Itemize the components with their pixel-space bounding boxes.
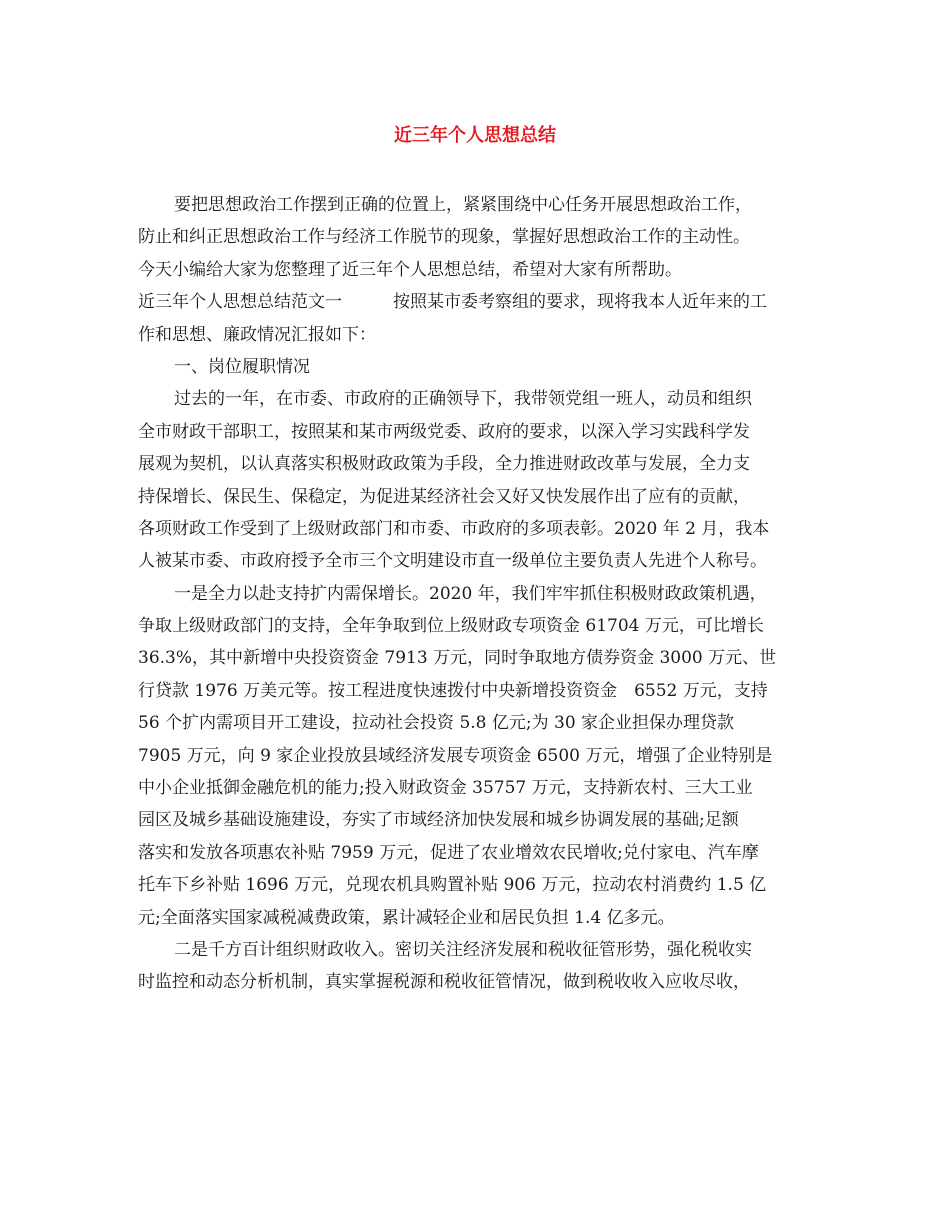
text-line: 中小企业抵御金融危机的能力;投入财政资金 35757 万元，支持新农村、三大工业 [138, 778, 753, 799]
text-line: 时监控和动态分析机制，真实掌握税源和税收征管情况，做到税收收入应收尽收， [138, 972, 750, 993]
text-line: 要把思想政治工作摆到正确的位置上，紧紧围绕中心任务开展思想政治工作， [174, 195, 752, 215]
document-title: 近三年个人思想总结 [394, 125, 556, 146]
text-line: 人被某市委、市政府授予全市三个文明建设市直一级单位主要负责人先进个人称号。 [138, 551, 767, 572]
text-line: 36.3%，其中新增中央投资资金 7913 万元，同时争取地方债券资金 3000 万元、世 [138, 648, 777, 669]
text-line: 一、岗位履职情况 [174, 356, 310, 377]
text-line: 二是千方百计组织财政收入。密切关注经济发展和税收征管形势，强化税收实 [174, 939, 752, 960]
text-line: 作和思想、廉政情况汇报如下： [138, 324, 376, 345]
text-line: 园区及城乡基础设施建设，夯实了市域经济加快发展和城乡协调发展的基础;足额 [138, 810, 739, 831]
text-line: 7905 万元，向 9 家企业投放县域经济发展专项资金 6500 万元，增强了企业特别是 [138, 745, 773, 766]
text-line: 持保增长、保民生、保稳定，为促进某经济社会又好又快发展作出了应有的贡献， [138, 486, 750, 507]
text-line: 56 个扩内需项目开工建设，拉动社会投资 5.8 亿元;为 30 家企业担保办理贷款 [138, 713, 735, 734]
text-line: 近三年个人思想总结范文一 按照某市委考察组的要求，现将我本人近年来的工 [138, 292, 767, 313]
document-body [138, 189, 824, 999]
text-line: 展观为契机，以认真落实积极财政政策为手段，全力推进财政改革与发展，全力支 [138, 454, 750, 475]
text-line: 一是全力以赴支持扩内需保增长。2020 年，我们牢牢抓住积极财政政策机遇， [174, 583, 767, 604]
text-line: 行贷款 1976 万美元等。按工程进度快速拨付中央新增投资资金 6552 万元，支持 [138, 680, 768, 701]
text-line: 全市财政干部职工，按照某和某市两级党委、政府的要求，以深入学习实践科学发 [138, 421, 750, 442]
text-line: 过去的一年，在市委、市政府的正确领导下，我带领党组一班人，动员和组织 [174, 389, 752, 410]
text-line: 元;全面落实国家减税减费政策，累计减轻企业和居民负担 1.4 亿多元。 [138, 907, 675, 928]
text-line: 各项财政工作受到了上级财政部门和市委、市政府的多项表彰。2020 年 2 月，我本 [138, 518, 770, 539]
text-line: 托车下乡补贴 1696 万元，兑现农机具购置补贴 906 万元，拉动农村消费约 1.5 亿 [138, 875, 767, 896]
text-line: 争取上级财政部门的支持，全年争取到位上级财政专项资金 61704 万元，可比增长 [138, 616, 764, 637]
text-line: 落实和发放各项惠农补贴 7959 万元，促进了农业增效农民增收;兑付家电、汽车摩 [138, 842, 759, 863]
text-line: 今天小编给大家为您整理了近三年个人思想总结，希望对大家有所帮助。 [138, 259, 682, 280]
text-line: 防止和纠正思想政治工作与经济工作脱节的现象，掌握好思想政治工作的主动性。 [138, 227, 750, 248]
